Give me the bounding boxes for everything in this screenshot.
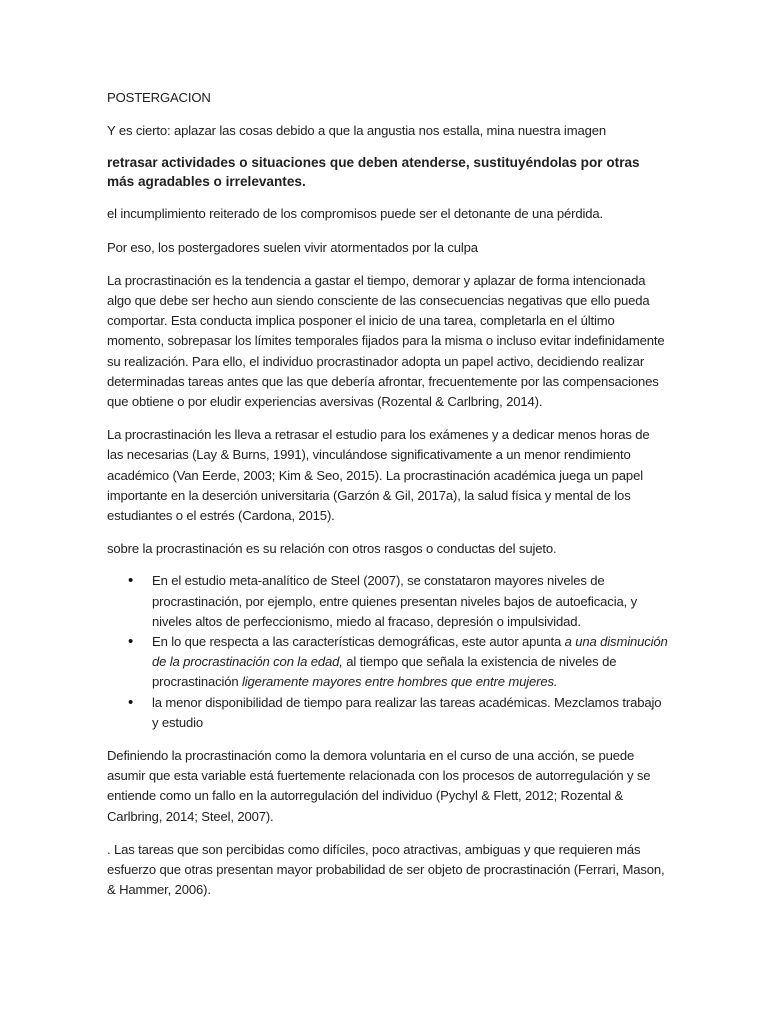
bold-definition-text: retrasar actividades o situaciones que deben atenderse, sustituyéndolas por otras más agradables o irrelevantes xyxy=(107,155,640,189)
paragraph-rasgos: sobre la procrastinación es su relación con otros rasgos o conductas del sujeto. xyxy=(107,541,557,557)
list-item: • En el estudio meta-analítico de Steel (2007), se constataron mayores niveles de procrastinación, por ejemplo, entre quienes presentan niveles bajos de autoeficacia, y niveles altos de perfeccionismo, miedo al fracaso, depresión o impulsividad. xyxy=(152,571,668,632)
document-title: POSTERGACION xyxy=(107,90,211,105)
list-item: • la menor disponibilidad de tiempo para realizar las tareas académicas. Mezclamos trabajo y estudio xyxy=(152,693,668,733)
bullet2-italic-b: ligeramente mayores entre hombres que entre mujeres. xyxy=(242,674,558,690)
paragraph-tareas: . Las tareas que son percibidas como difíciles, poco atractivas, ambiguas y que requieren más esfuerzo que otras presentan mayor probabilidad de ser objeto de procrastinación (Ferrari, Mason, & Hammer, 2006). xyxy=(107,841,665,898)
bullet-list xyxy=(107,571,668,733)
paragraph-procrastinacion-academica: La procrastinación les lleva a retrasar el estudio para los exámenes y a dedicar menos horas de las necesarias (Lay & Burns, 1991), vinculándose significativamente a un menor rendimiento académico (Van Eerde, 2003; Kim & Seo, 2015). La procrastinación académica juega un papel importante en la deserción universitaria (Garzón & Gil, 2017a), la salud física y mental de los estudiantes o el estrés (Cardona, 2015). xyxy=(107,427,650,524)
bullet2-text-a: En lo que respecta a las características demográficas, este autor apunta xyxy=(152,634,565,650)
paragraph-culpa: Por eso, los postergadores suelen vivir atormentados por la culpa xyxy=(107,239,478,255)
paragraph-intro: Y es cierto: aplazar las cosas debido a que la angustia nos estalla, mina nuestra imagen xyxy=(107,123,606,139)
bullet2-text-b: al tiempo que señala la existencia de niveles de procrastinación xyxy=(152,654,617,690)
paragraph-autorregulacion: Definiendo la procrastinación como la demora voluntaria en el curso de una acción, se puede asumir que esta variable está fuertemente relacionada con los procesos de autorregulación y se entiende como un fallo en la autorregulación del individuo (Pychyl & Flett, 2012; Rozental & Carlbring, 2014; Steel, 2007). xyxy=(107,748,651,824)
paragraph-bold-definition xyxy=(107,154,668,191)
paragraph-incumplimiento: el incumplimiento reiterado de los compromisos puede ser el detonante de una pérdida. xyxy=(107,206,604,222)
bold-definition-tail: . xyxy=(301,173,306,189)
paragraph-procrastinacion-definicion: La procrastinación es la tendencia a gastar el tiempo, demorar y aplazar de forma intencionada algo que debe ser hecho aun siendo consciente de las consecuencias negativas que ello pueda comportar. Esta conducta implica posponer el inicio de una tarea, completarla en el último momento, sobrepasar los límites temporales fijados para la misma o incluso evitar indefinidamente su realización. Para ello, el individuo procrastinador adopta un papel activo, decidiendo realizar determinadas tareas antes que las que debería afrontar, frecuentemente por las compensaciones que obtiene o por eludir experiencias aversivas (Rozental & Carlbring, 2014). xyxy=(107,272,665,410)
bullet2-italic-a: a una disminución de la procrastinación con la edad, xyxy=(152,634,668,670)
list-item xyxy=(152,632,668,693)
